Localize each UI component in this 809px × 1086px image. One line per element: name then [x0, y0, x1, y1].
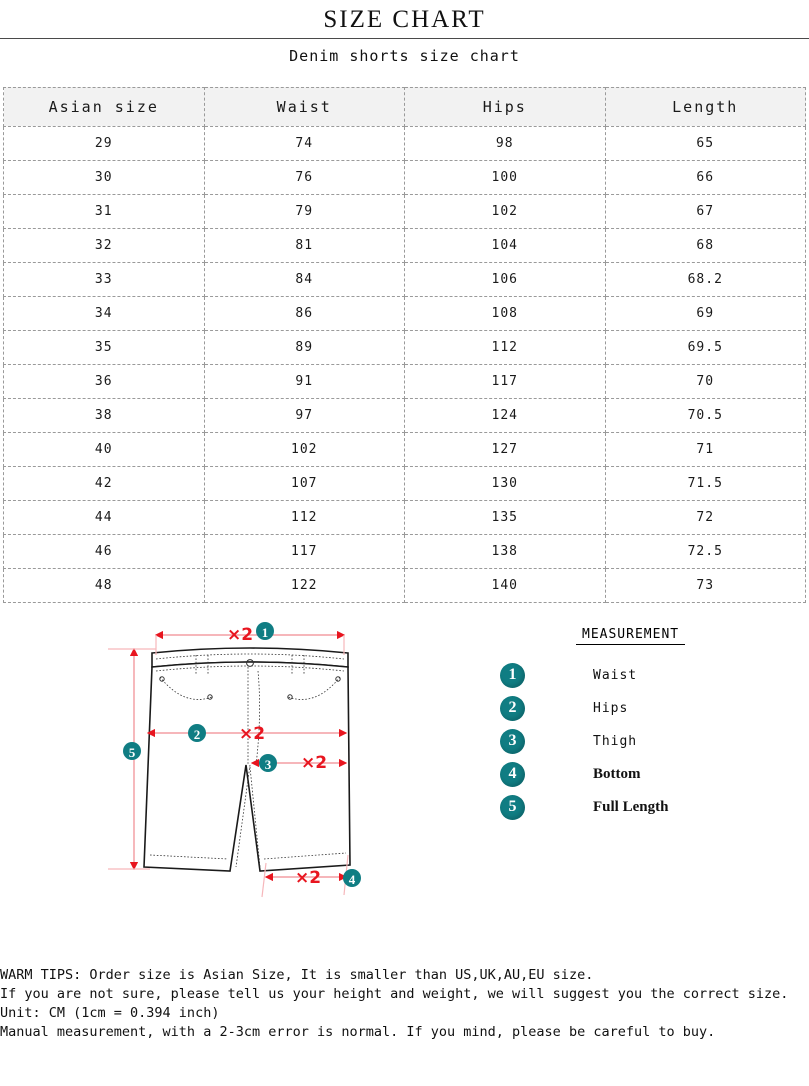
cell-waist: 117 — [204, 534, 405, 568]
table-row — [4, 194, 806, 228]
cell-size: 46 — [4, 534, 205, 568]
cell-length: 68 — [605, 228, 806, 262]
cell-length: 71 — [605, 432, 806, 466]
table-row — [4, 534, 806, 568]
table-row — [4, 126, 806, 160]
page-subtitle: Denim shorts size chart — [289, 46, 520, 65]
cell-size: 34 — [4, 296, 205, 330]
column-header-hips: Hips — [405, 87, 606, 126]
cell-length: 67 — [605, 194, 806, 228]
legend-badge-2: 2 — [500, 696, 525, 721]
warm-tips-line-3: Unit: CM (1cm = 0.394 inch) — [0, 1005, 220, 1021]
cell-hips: 104 — [405, 228, 606, 262]
diagram-badge-4 — [343, 869, 361, 887]
legend-badge-3: 3 — [500, 729, 525, 754]
cell-waist: 84 — [204, 262, 405, 296]
cell-size: 35 — [4, 330, 205, 364]
cell-hips: 124 — [405, 398, 606, 432]
cell-length: 66 — [605, 160, 806, 194]
shorts-measurement-diagram — [100, 615, 400, 915]
cell-hips: 127 — [405, 432, 606, 466]
cell-hips: 108 — [405, 296, 606, 330]
table-row — [4, 262, 806, 296]
title-divider — [0, 38, 809, 39]
table-row — [4, 466, 806, 500]
table-row — [4, 330, 806, 364]
cell-waist: 107 — [204, 466, 405, 500]
legend-label-hips: Hips — [593, 700, 629, 716]
page-header — [0, 0, 809, 65]
cell-size: 32 — [4, 228, 205, 262]
legend-title: MEASUREMENT — [576, 627, 685, 645]
cell-length: 70.5 — [605, 398, 806, 432]
cell-size: 38 — [4, 398, 205, 432]
cell-waist: 86 — [204, 296, 405, 330]
cell-hips: 112 — [405, 330, 606, 364]
warm-tips-line-4: Manual measurement, with a 2-3cm error is normal. If you mind, please be careful to buy. — [0, 1024, 716, 1040]
svg-text:5: 5 — [128, 744, 136, 760]
multiplier-label-bottom: ×2 — [294, 867, 322, 888]
cell-length: 65 — [605, 126, 806, 160]
cell-waist: 89 — [204, 330, 405, 364]
legend-label-full-length: Full Length — [593, 798, 669, 815]
legend-label-waist: Waist — [593, 667, 638, 683]
warm-tips-line-1: WARM TIPS: Order size is Asian Size, It is smaller than US,UK,AU,EU size. — [0, 967, 594, 983]
table-row — [4, 296, 806, 330]
table-row — [4, 432, 806, 466]
size-chart-table-container — [0, 87, 809, 603]
diagram-badge-2 — [188, 724, 206, 742]
diagram-badge-3 — [259, 754, 277, 772]
legend-badge-1: 1 — [500, 663, 525, 688]
warm-tips-section — [0, 966, 809, 1042]
cell-size: 40 — [4, 432, 205, 466]
svg-text:3: 3 — [264, 756, 272, 772]
legend-items — [500, 659, 790, 824]
page-title: SIZE CHART — [323, 6, 486, 33]
cell-hips: 98 — [405, 126, 606, 160]
cell-waist: 102 — [204, 432, 405, 466]
cell-hips: 135 — [405, 500, 606, 534]
cell-waist: 76 — [204, 160, 405, 194]
cell-hips: 117 — [405, 364, 606, 398]
cell-hips: 106 — [405, 262, 606, 296]
legend-label-bottom: Bottom — [593, 765, 641, 782]
cell-length: 69.5 — [605, 330, 806, 364]
table-header-row — [4, 87, 806, 126]
warm-tips-line-2: If you are not sure, please tell us your height and weight, we will suggest you the correct size. — [0, 986, 789, 1002]
svg-text:4: 4 — [348, 871, 356, 887]
cell-size: 36 — [4, 364, 205, 398]
cell-length: 70 — [605, 364, 806, 398]
cell-hips: 130 — [405, 466, 606, 500]
legend-item-waist — [500, 659, 790, 692]
cell-waist: 112 — [204, 500, 405, 534]
legend-item-thigh — [500, 725, 790, 758]
cell-size: 44 — [4, 500, 205, 534]
svg-text:1: 1 — [261, 624, 269, 640]
cell-length: 73 — [605, 568, 806, 602]
table-row — [4, 398, 806, 432]
cell-waist: 81 — [204, 228, 405, 262]
table-row — [4, 228, 806, 262]
cell-size: 33 — [4, 262, 205, 296]
table-row — [4, 160, 806, 194]
legend-item-bottom — [500, 758, 790, 791]
multiplier-label-hips: ×2 — [238, 723, 266, 744]
cell-waist: 122 — [204, 568, 405, 602]
multiplier-label-waist: ×2 — [226, 624, 254, 645]
cell-size: 48 — [4, 568, 205, 602]
cell-waist: 74 — [204, 126, 405, 160]
diagram-badge-5 — [123, 742, 141, 760]
cell-hips: 102 — [405, 194, 606, 228]
cell-size: 29 — [4, 126, 205, 160]
legend-badge-4: 4 — [500, 762, 525, 787]
table-row — [4, 500, 806, 534]
cell-hips: 140 — [405, 568, 606, 602]
cell-length: 72 — [605, 500, 806, 534]
table-row — [4, 568, 806, 602]
cell-waist: 97 — [204, 398, 405, 432]
cell-hips: 100 — [405, 160, 606, 194]
measurement-diagram-section — [0, 615, 809, 955]
table-header — [4, 87, 806, 126]
measurement-legend — [500, 623, 790, 824]
legend-badge-5: 5 — [500, 795, 525, 820]
svg-text:2: 2 — [193, 726, 201, 742]
cell-length: 68.2 — [605, 262, 806, 296]
cell-size: 30 — [4, 160, 205, 194]
cell-size: 31 — [4, 194, 205, 228]
column-header-length: Length — [605, 87, 806, 126]
legend-label-thigh: Thigh — [593, 733, 638, 749]
size-chart-table — [3, 87, 806, 603]
cell-hips: 138 — [405, 534, 606, 568]
cell-length: 69 — [605, 296, 806, 330]
multiplier-label-thigh: ×2 — [300, 752, 328, 773]
column-header-asian-size: Asian size — [4, 87, 205, 126]
cell-waist: 79 — [204, 194, 405, 228]
column-header-waist: Waist — [204, 87, 405, 126]
cell-size: 42 — [4, 466, 205, 500]
legend-item-hips — [500, 692, 790, 725]
table-body — [4, 126, 806, 602]
cell-length: 72.5 — [605, 534, 806, 568]
cell-waist: 91 — [204, 364, 405, 398]
diagram-badge-1 — [256, 622, 274, 640]
table-row — [4, 364, 806, 398]
cell-length: 71.5 — [605, 466, 806, 500]
legend-item-full-length — [500, 791, 790, 824]
